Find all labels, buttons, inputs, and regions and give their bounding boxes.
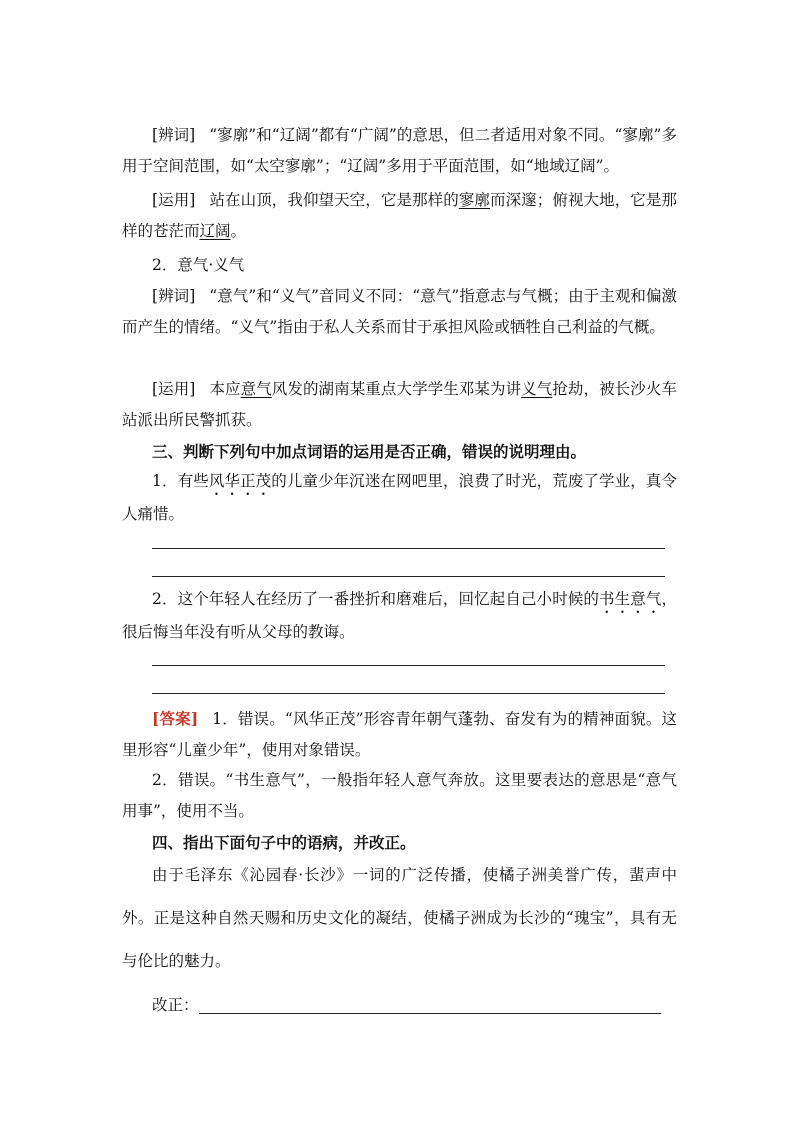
usage-text: 风发的湖南某重点大学学生邓某为讲 bbox=[271, 380, 522, 398]
answer-text: 1．错误。“风华正茂”形容青年朝气蓬勃、奋发有为的精神面貌。这里形容“儿童少年”，使用对象错误。 bbox=[122, 710, 677, 759]
answer-line[interactable] bbox=[152, 548, 665, 549]
tag-label: [辨词] bbox=[152, 287, 196, 305]
definition-text: “意气”和“义气”音同义不同：“意气”指意志与气概；由于主观和偏激而产生的情绪。“义气”指由于私人关系而甘于承担风险或牺牲自己利益的气概。 bbox=[122, 287, 677, 336]
answer-line[interactable] bbox=[152, 693, 665, 694]
correction-row bbox=[122, 990, 677, 1021]
dotted-phrase: 风华正茂 bbox=[208, 472, 272, 490]
underlined-word: 寥廓 bbox=[458, 191, 491, 209]
question-text: 1．有些 bbox=[152, 472, 209, 490]
underlined-word: 辽阔 bbox=[199, 222, 231, 240]
underlined-word: 意气 bbox=[240, 380, 272, 398]
correction-line[interactable] bbox=[199, 995, 661, 1014]
tag-label: [辨词] bbox=[152, 126, 196, 144]
usage-block-1 bbox=[122, 185, 677, 247]
answer-line[interactable] bbox=[152, 665, 665, 666]
question-1 bbox=[122, 466, 677, 530]
definition-block-1 bbox=[122, 120, 677, 182]
answer-line[interactable] bbox=[152, 576, 665, 577]
answer-block-2: 2．错误。“书生意气”，一般指年轻人意气奔放。这里要表达的意思是“意气用事”，使用不当。 bbox=[122, 771, 677, 820]
usage-text: 抢劫，被长沙火车站派出所民警抓获。 bbox=[122, 380, 677, 429]
usage-block-2 bbox=[122, 374, 677, 436]
answer-tag: [答案] bbox=[152, 709, 199, 728]
question-text: ，很后悔当年没有听从父母的教诲。 bbox=[122, 590, 677, 641]
tag-label: [运用] bbox=[152, 191, 196, 209]
usage-text: 本应 bbox=[209, 380, 241, 398]
usage-text: 站在山顶，我仰望天空，它是那样的 bbox=[209, 191, 459, 209]
usage-text: 。 bbox=[230, 222, 247, 240]
item-heading-2: 2．意气·义气 bbox=[152, 256, 245, 274]
question-2 bbox=[122, 584, 677, 648]
underlined-word: 义气 bbox=[521, 380, 553, 398]
section-heading-3: 三、判断下列句中加点词语的运用是否正确，错误的说明理由。 bbox=[152, 442, 587, 461]
correction-label: 改正： bbox=[152, 996, 199, 1014]
tag-label: [运用] bbox=[152, 380, 196, 398]
section-heading-4: 四、指出下面句子中的语病，并改正。 bbox=[152, 833, 416, 852]
usage-text: 而深邃；俯视大地，它是那样的苍茫而 bbox=[122, 191, 677, 240]
question-text: 2．这个年轻人在经历了一番挫折和磨难后，回忆起自己小时候的 bbox=[152, 590, 600, 608]
definition-block-2 bbox=[122, 281, 677, 343]
definition-text: “寥廓”和“辽阔”都有“广阔”的意思，但二者适用对象不同。“寥廓”多用于空间范围，如“太空寥廓”；“辽阔”多用于平面范围，如“地域辽阔”。 bbox=[122, 126, 677, 175]
error-paragraph: 由于毛泽东《沁园春·长沙》一词的广泛传播，使橘子洲美誉广传，蜚声中外。正是这种自然天赐和历史文化的凝结，使橘子洲成为长沙的“瑰宝”，具有无与伦比的魅力。 bbox=[122, 866, 677, 970]
answer-block-1 bbox=[122, 703, 677, 766]
question-text: 的儿童少年沉迷在网吧里，浪费了时光，荒废了学业，真令人痛惜。 bbox=[122, 472, 677, 523]
dotted-phrase: 书生意气 bbox=[599, 590, 662, 608]
